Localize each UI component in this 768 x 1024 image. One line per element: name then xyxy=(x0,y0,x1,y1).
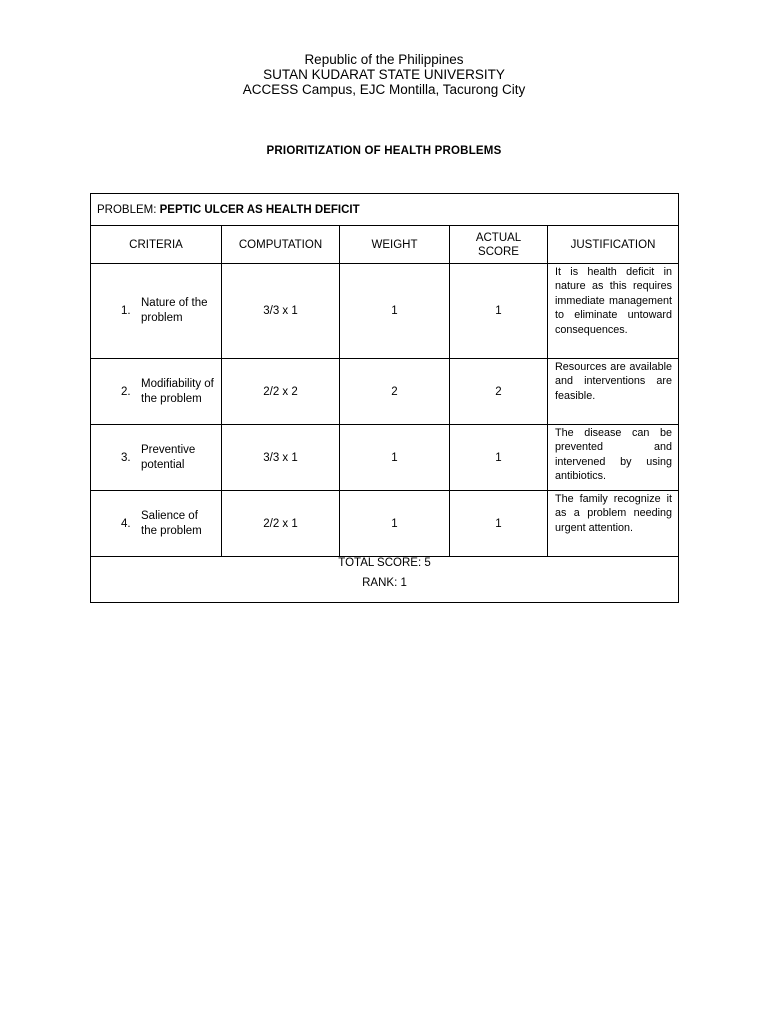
weight-cell: 1 xyxy=(340,425,450,491)
col-header-score: SCORE xyxy=(478,245,519,258)
justification-text: Resources are available and interventions are feasible. xyxy=(555,361,673,402)
criteria-text: Nature of the problem xyxy=(141,297,208,324)
table-row xyxy=(91,425,679,491)
total-row xyxy=(91,557,679,603)
weight-cell: 2 xyxy=(340,359,450,425)
criteria-cell xyxy=(91,491,222,557)
problem-label: PROBLEM: xyxy=(97,203,160,216)
computation-cell: 3/3 x 1 xyxy=(222,264,340,359)
table-row xyxy=(91,359,679,425)
justification-text: The family recognize it as a problem needing urgent attention. xyxy=(555,493,673,534)
header-campus: ACCESS Campus, EJC Montilla, Tacurong City xyxy=(242,82,526,97)
criteria-number: 3. xyxy=(121,451,131,464)
computation-cell: 3/3 x 1 xyxy=(222,425,340,491)
justification-cell xyxy=(548,491,679,557)
col-header-actual-score xyxy=(450,226,548,264)
problem-cell xyxy=(91,194,679,226)
col-header-criteria: CRITERIA xyxy=(91,226,222,264)
justification-text: It is health deficit in nature as this requires immediate management to eliminate untoward consequences. xyxy=(555,266,673,336)
column-header-row xyxy=(91,226,679,264)
criteria-number: 1. xyxy=(121,305,131,317)
criteria-text: Preventive potential xyxy=(141,443,196,471)
criteria-number: 2. xyxy=(121,385,131,398)
col-header-weight: WEIGHT xyxy=(340,226,450,264)
weight-cell: 1 xyxy=(340,264,450,359)
header-country: Republic of the Philippines xyxy=(304,52,464,67)
header-university: SUTAN KUDARAT STATE UNIVERSITY xyxy=(263,67,505,82)
computation-cell: 2/2 x 2 xyxy=(222,359,340,425)
problem-value: PEPTIC ULCER AS HEALTH DEFICIT xyxy=(159,203,360,216)
weight-cell: 1 xyxy=(340,491,450,557)
criteria-cell xyxy=(91,264,222,359)
problem-row xyxy=(91,194,679,226)
criteria-text: Modifiability of the problem xyxy=(141,377,214,405)
rank: RANK: 1 xyxy=(362,577,407,589)
table-row xyxy=(91,491,679,557)
actual-score-cell: 1 xyxy=(450,425,548,491)
justification-cell xyxy=(548,425,679,491)
total-cell xyxy=(91,557,679,603)
actual-score-cell: 1 xyxy=(450,491,548,557)
col-header-justification: JUSTIFICATION xyxy=(548,226,679,264)
justification-text: The disease can be prevented and intervened by using antibiotics. xyxy=(555,427,673,483)
criteria-number: 4. xyxy=(121,517,131,530)
actual-score-cell: 1 xyxy=(450,264,548,359)
document-title: PRIORITIZATION OF HEALTH PROBLEMS xyxy=(266,145,502,157)
health-problem-table xyxy=(90,193,679,603)
justification-cell xyxy=(548,359,679,425)
col-header-computation: COMPUTATION xyxy=(222,226,340,264)
criteria-cell xyxy=(91,359,222,425)
computation-cell: 2/2 x 1 xyxy=(222,491,340,557)
total-score: TOTAL SCORE: 5 xyxy=(338,557,431,569)
document-header xyxy=(0,52,768,97)
justification-cell xyxy=(548,264,679,359)
table-row xyxy=(91,264,679,359)
criteria-text: Salience of the problem xyxy=(141,509,202,537)
actual-score-cell: 2 xyxy=(450,359,548,425)
col-header-actual: ACTUAL xyxy=(475,231,522,244)
criteria-cell xyxy=(91,425,222,491)
